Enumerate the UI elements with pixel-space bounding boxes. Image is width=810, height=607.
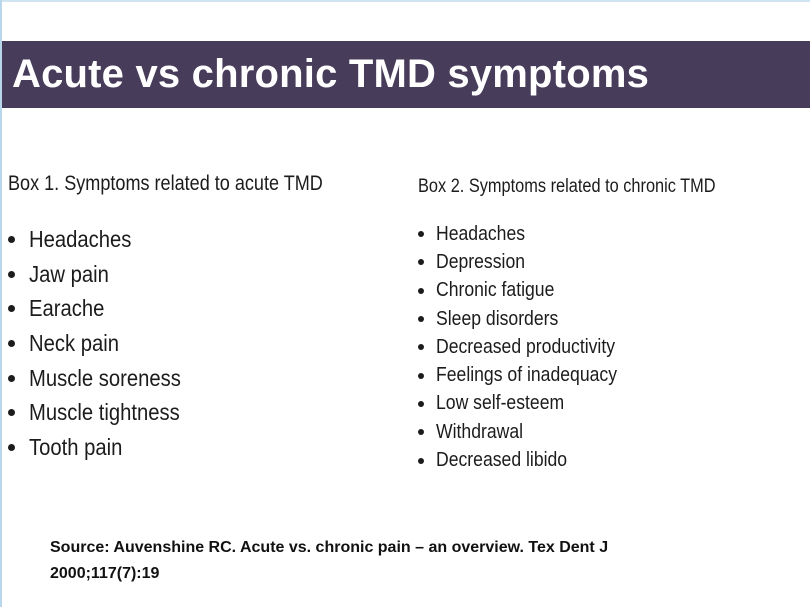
bullet-icon xyxy=(8,444,15,451)
list-item: Depression xyxy=(418,248,764,276)
box1-list xyxy=(8,222,374,465)
list-item: Tooth pain xyxy=(8,430,374,465)
list-item: Feelings of inadequacy xyxy=(418,361,764,389)
title-bar xyxy=(2,41,810,108)
bullet-icon xyxy=(418,401,424,407)
list-item: Neck pain xyxy=(8,326,374,361)
box1-heading: Box 1. Symptoms related to acute TMD xyxy=(8,172,323,195)
source-citation xyxy=(50,535,770,587)
list-item: Muscle tightness xyxy=(8,395,374,430)
source-line-1: Source: Auvenshine RC. Acute vs. chronic pain – an overview. Tex Dent J xyxy=(50,539,609,556)
list-item: Decreased productivity xyxy=(418,333,764,361)
box2-heading: Box 2. Symptoms related to chronic TMD xyxy=(418,176,716,197)
bullet-icon xyxy=(418,231,424,237)
list-item: Earache xyxy=(8,291,374,326)
bullet-icon xyxy=(8,409,15,416)
bullet-icon xyxy=(8,305,15,312)
box2-list xyxy=(418,220,764,475)
bullet-icon xyxy=(418,429,424,435)
bullet-icon xyxy=(418,288,424,294)
box2-chronic-symptoms xyxy=(418,176,764,475)
bullet-icon xyxy=(418,259,424,265)
slide-title: Acute vs chronic TMD symptoms xyxy=(12,52,650,96)
bullet-icon xyxy=(8,375,15,382)
list-item: Muscle soreness xyxy=(8,361,374,396)
box1-acute-symptoms xyxy=(8,172,374,465)
bullet-icon xyxy=(8,236,15,243)
list-item: Jaw pain xyxy=(8,257,374,292)
bullet-icon xyxy=(418,344,424,350)
bullet-icon xyxy=(418,316,424,322)
list-item: Chronic fatigue xyxy=(418,277,764,305)
bullet-icon xyxy=(418,373,424,379)
list-item: Decreased libido xyxy=(418,446,764,474)
source-line-2: 2000;117(7):19 xyxy=(50,565,160,582)
list-item: Sleep disorders xyxy=(418,305,764,333)
list-item: Low self-esteem xyxy=(418,390,764,418)
list-item: Withdrawal xyxy=(418,418,764,446)
bullet-icon xyxy=(8,340,15,347)
list-item: Headaches xyxy=(418,220,764,248)
bullet-icon xyxy=(418,458,424,464)
bullet-icon xyxy=(8,271,15,278)
list-item: Headaches xyxy=(8,222,374,257)
frame-top-border xyxy=(0,0,810,2)
